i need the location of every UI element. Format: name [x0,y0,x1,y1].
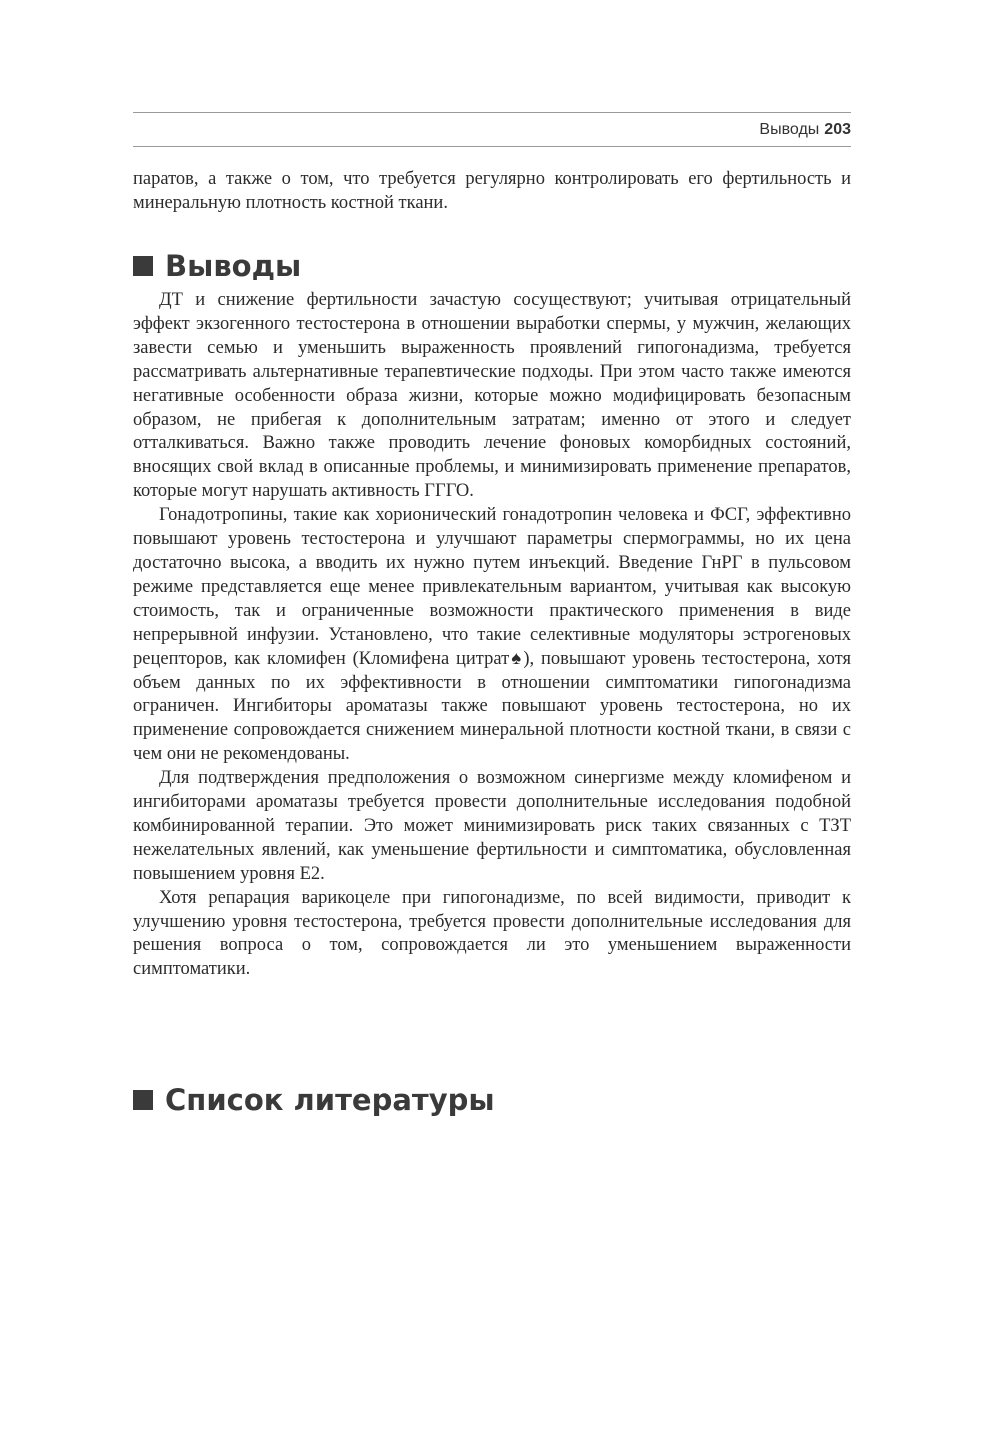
section-title-references: Список литературы [165,1083,495,1117]
section-heading-conclusions [133,248,301,284]
page-header [133,112,851,148]
paragraph: Для подтверждения предположения о возможном синергизме между кломифеном и ингибиторами ароматазы требуется провести дополнительные исследования подобной комбинированной терапии. Это может минимизировать риск таких связанных с ТЗТ нежелательных явлений, как уменьшение фертильности и симптоматика, обусловленная повышением уровня Е2. [133,768,851,884]
heading-square-icon [133,1090,153,1110]
paragraph: ДТ и снижение фертильности зачастую сосуществуют; учитывая отрицательный эффект экзогенного тестостерона в отношении выработки спермы, у мужчин, желающих завести семью и уменьшить выраженность проявлений гипогонадизма, требуется рассматривать альтернативные терапевтические подходы. При этом часто также имеются негативные особенности образа жизни, которые можно модифицировать безопасным образом, не прибегая к дополнительным затратам; именно от этого и следует отталкиваться. Важно также проводить лечение фоновых коморбидных состояний, вносящих свой вклад в описанные проблемы, и минимизировать применение препаратов, которые могут нарушать активность ГГГО. [133,290,851,502]
section-heading-references [133,1082,495,1118]
running-title: Выводы [759,121,820,138]
page-number: 203 [824,121,851,138]
section-title-conclusions: Выводы [165,249,302,283]
running-head [759,120,851,140]
heading-square-icon [133,256,153,276]
conclusions-body [133,289,851,982]
paragraph: Хотя репарация варикоцеле при гипогонадизме, по всей видимости, приводит к улучшению уровня тестостерона, требуется провести дополнительные исследования для решения вопроса о том, сопровождается ли это уменьшением выраженности симптоматики. [133,887,851,980]
continued-paragraph-block [133,168,851,216]
header-rule-bottom [133,146,851,147]
continued-paragraph: паратов, а также о том, что требуется регулярно контролировать его фертильность и минеральную плотность костной ткани. [133,169,851,213]
paragraph: Гонадотропины, такие как хорионический гонадотропин человека и ФСГ, эффективно повышают уровень тестостерона и улучшают параметры спермограммы, но их цена достаточно высока, а вводить их нужно путем инъекций. Введение ГнРГ в пульсовом режиме представляется еще менее привлекательным вариантом, учитывая как высокую стоимость, так и ограниченные возможности практического применения в виде непрерывной инфузии. Установлено, что такие селективные модуляторы эстрогеновых рецепторов, как кломифен (Кломифена цитрат♠), повышают уровень тестостерона, хотя объем данных по их эффективности в отношении симптоматики гипогонадизма ограничен. Ингибиторы ароматазы также повышают уровень тестостерона, но их применение сопровождается снижением минеральной плотности костной ткани, в связи с чем они не рекомендованы. [133,505,851,765]
header-rule-top [133,112,851,113]
